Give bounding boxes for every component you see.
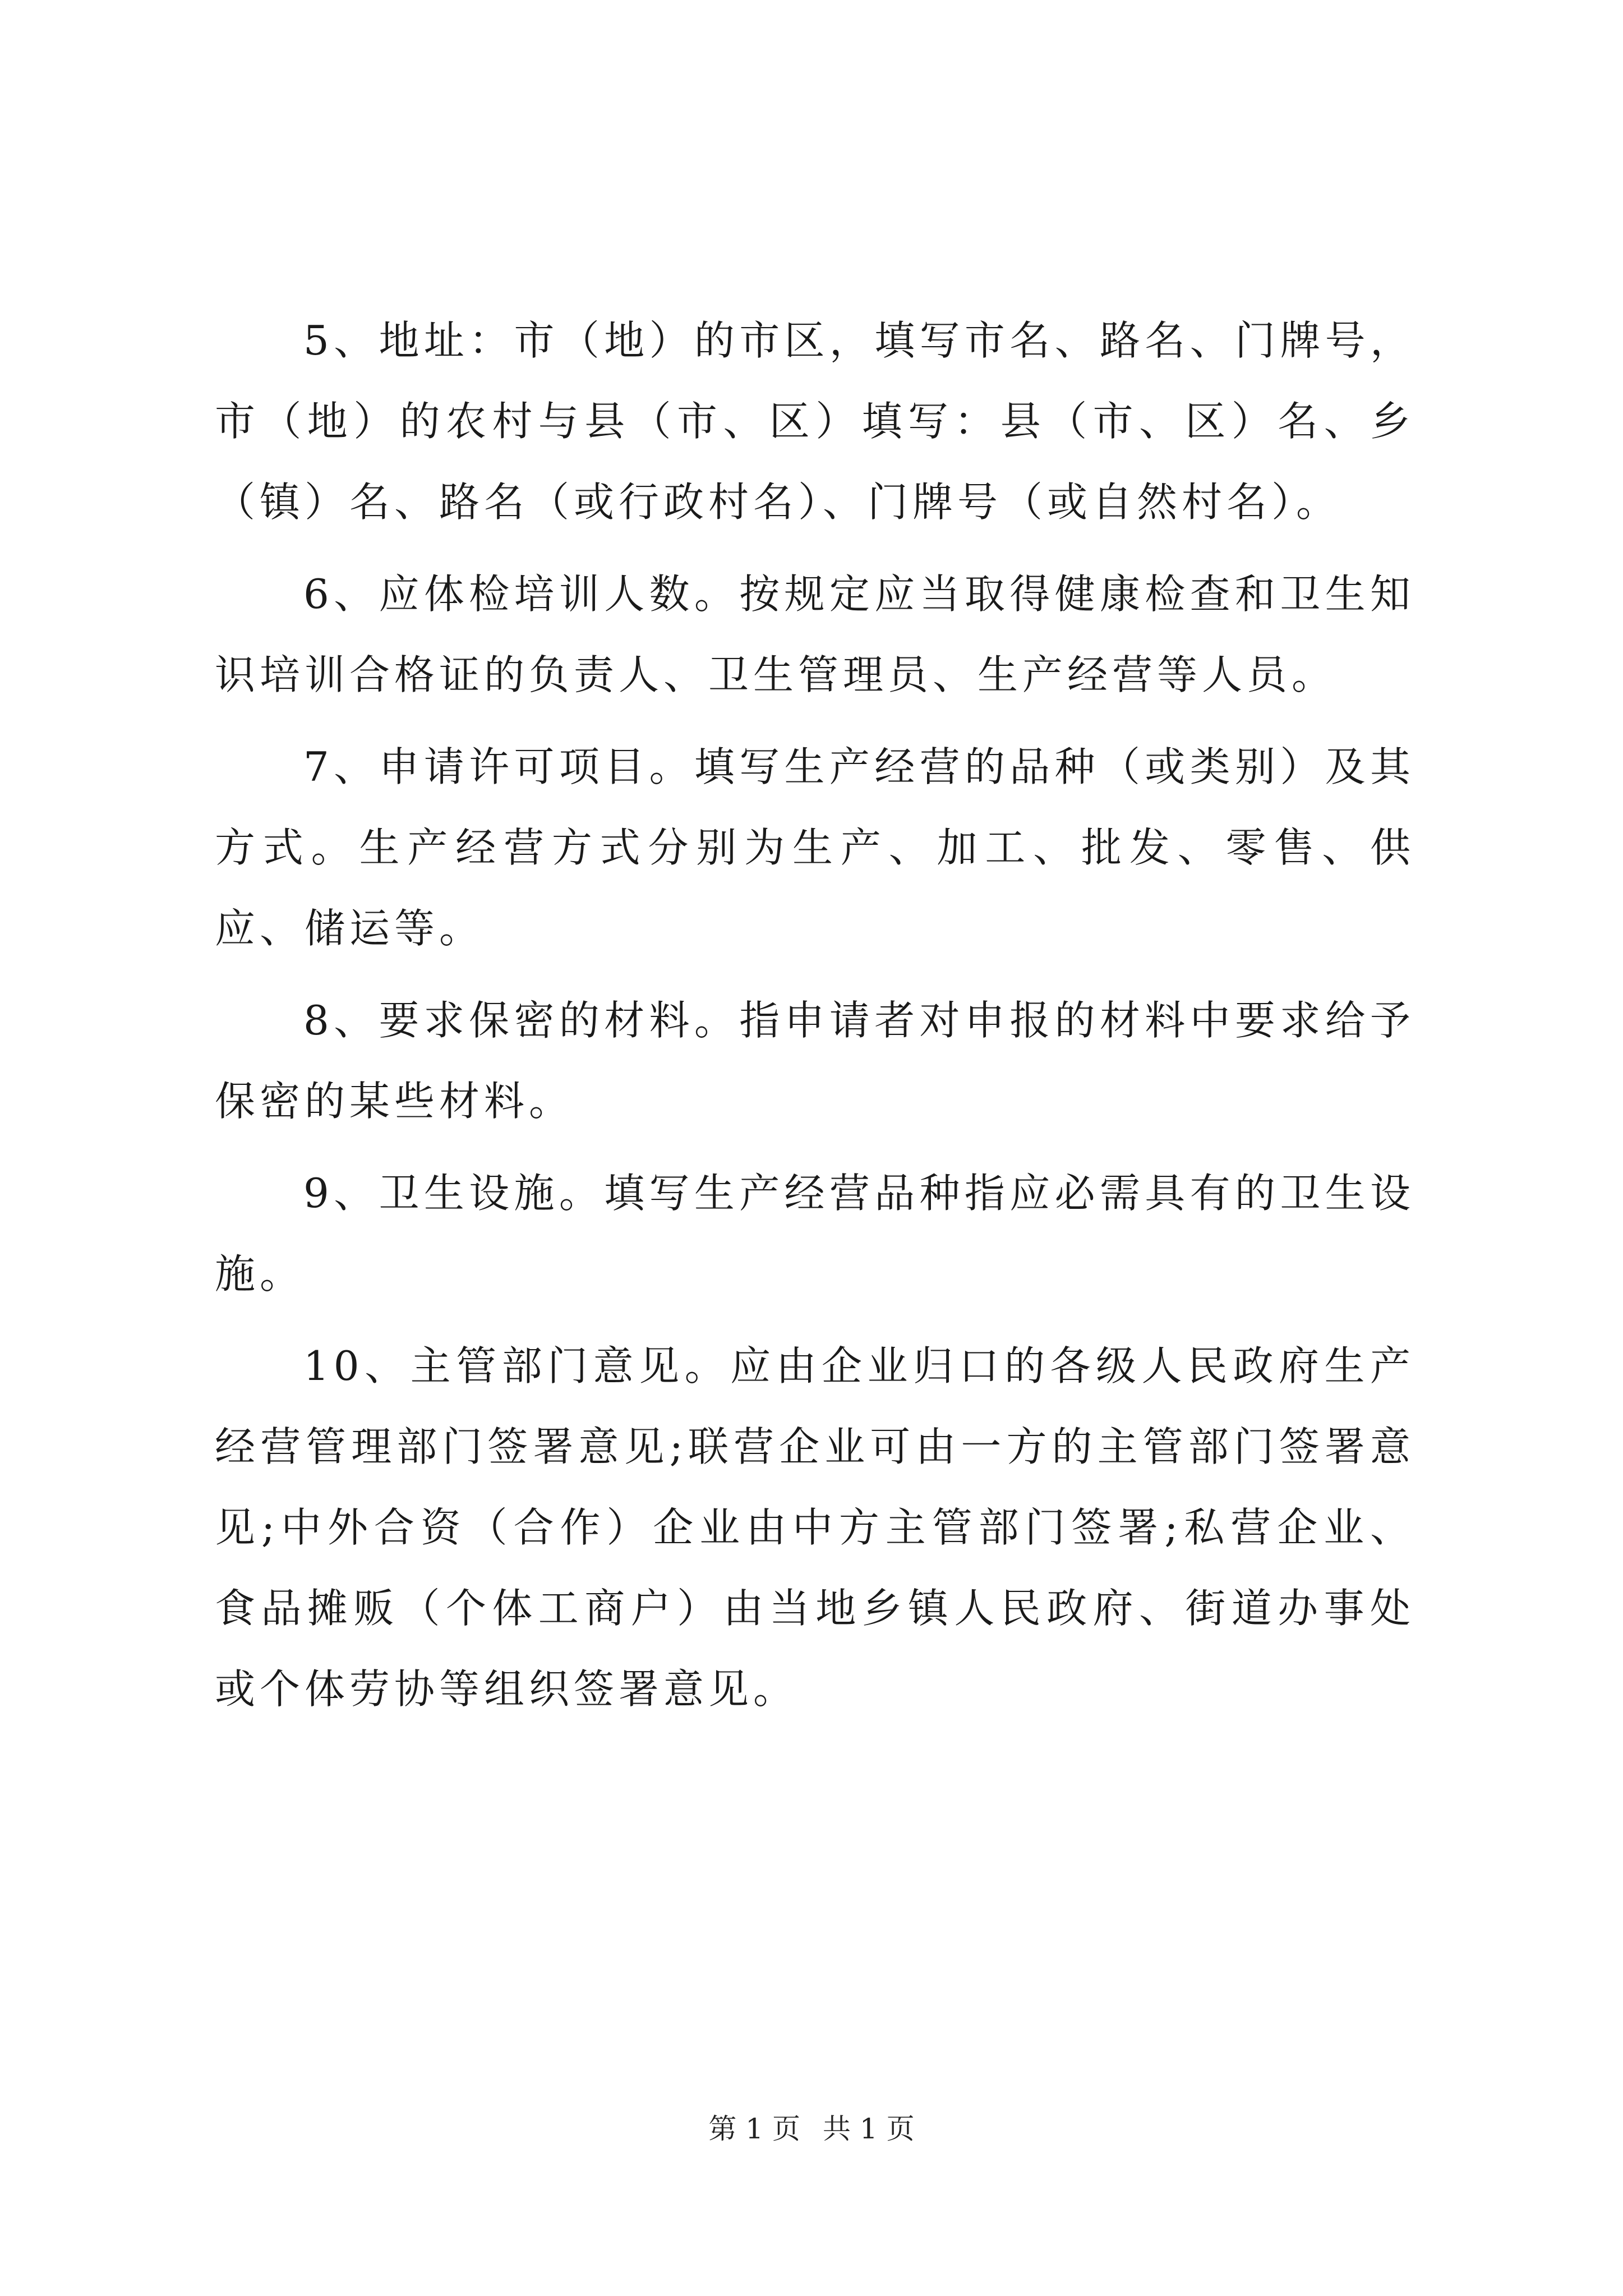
page-number: 第 1 页 [708, 2113, 800, 2145]
paragraph-department-opinion: 10、主管部门意见。应由企业归口的各级人民政府生产经营管理部门签署意见;联营企业可由一方的主管部门签署意见;中外合资（合作）企业由中方主管部门签署;私营企业、食品摊贩（个体工商户）由当地乡镇人民政府、街道办事处或个体劳协等组织签署意见。 [215, 1342, 1415, 1713]
paragraph-sanitary-facilities: 9、卫生设施。填写生产经营品种指应必需具有的卫生设施。 [215, 1170, 1415, 1297]
paragraph-training-count: 6、应体检培训人数。按规定应当取得健康检查和卫生知识培训合格证的负责人、卫生管理员、生产经营等人员。 [215, 570, 1415, 698]
page-footer [0, 2109, 1623, 2148]
paragraph-confidential-materials: 8、要求保密的材料。指申请者对申报的材料中要求给予保密的某些材料。 [215, 997, 1415, 1125]
paragraph-address: 5、地址：市（地）的市区，填写市名、路名、门牌号，市（地）的农村与县（市、区）填写：县（市、区）名、乡（镇）名、路名（或行政村名）、门牌号（或自然村名）。 [215, 317, 1415, 526]
page-total: 共 1 页 [823, 2113, 915, 2145]
document-body [215, 300, 1415, 1741]
paragraph-license-items: 7、申请许可项目。填写生产经营的品种（或类别）及其方式。生产经营方式分别为生产、加工、批发、零售、供应、储运等。 [215, 743, 1415, 952]
